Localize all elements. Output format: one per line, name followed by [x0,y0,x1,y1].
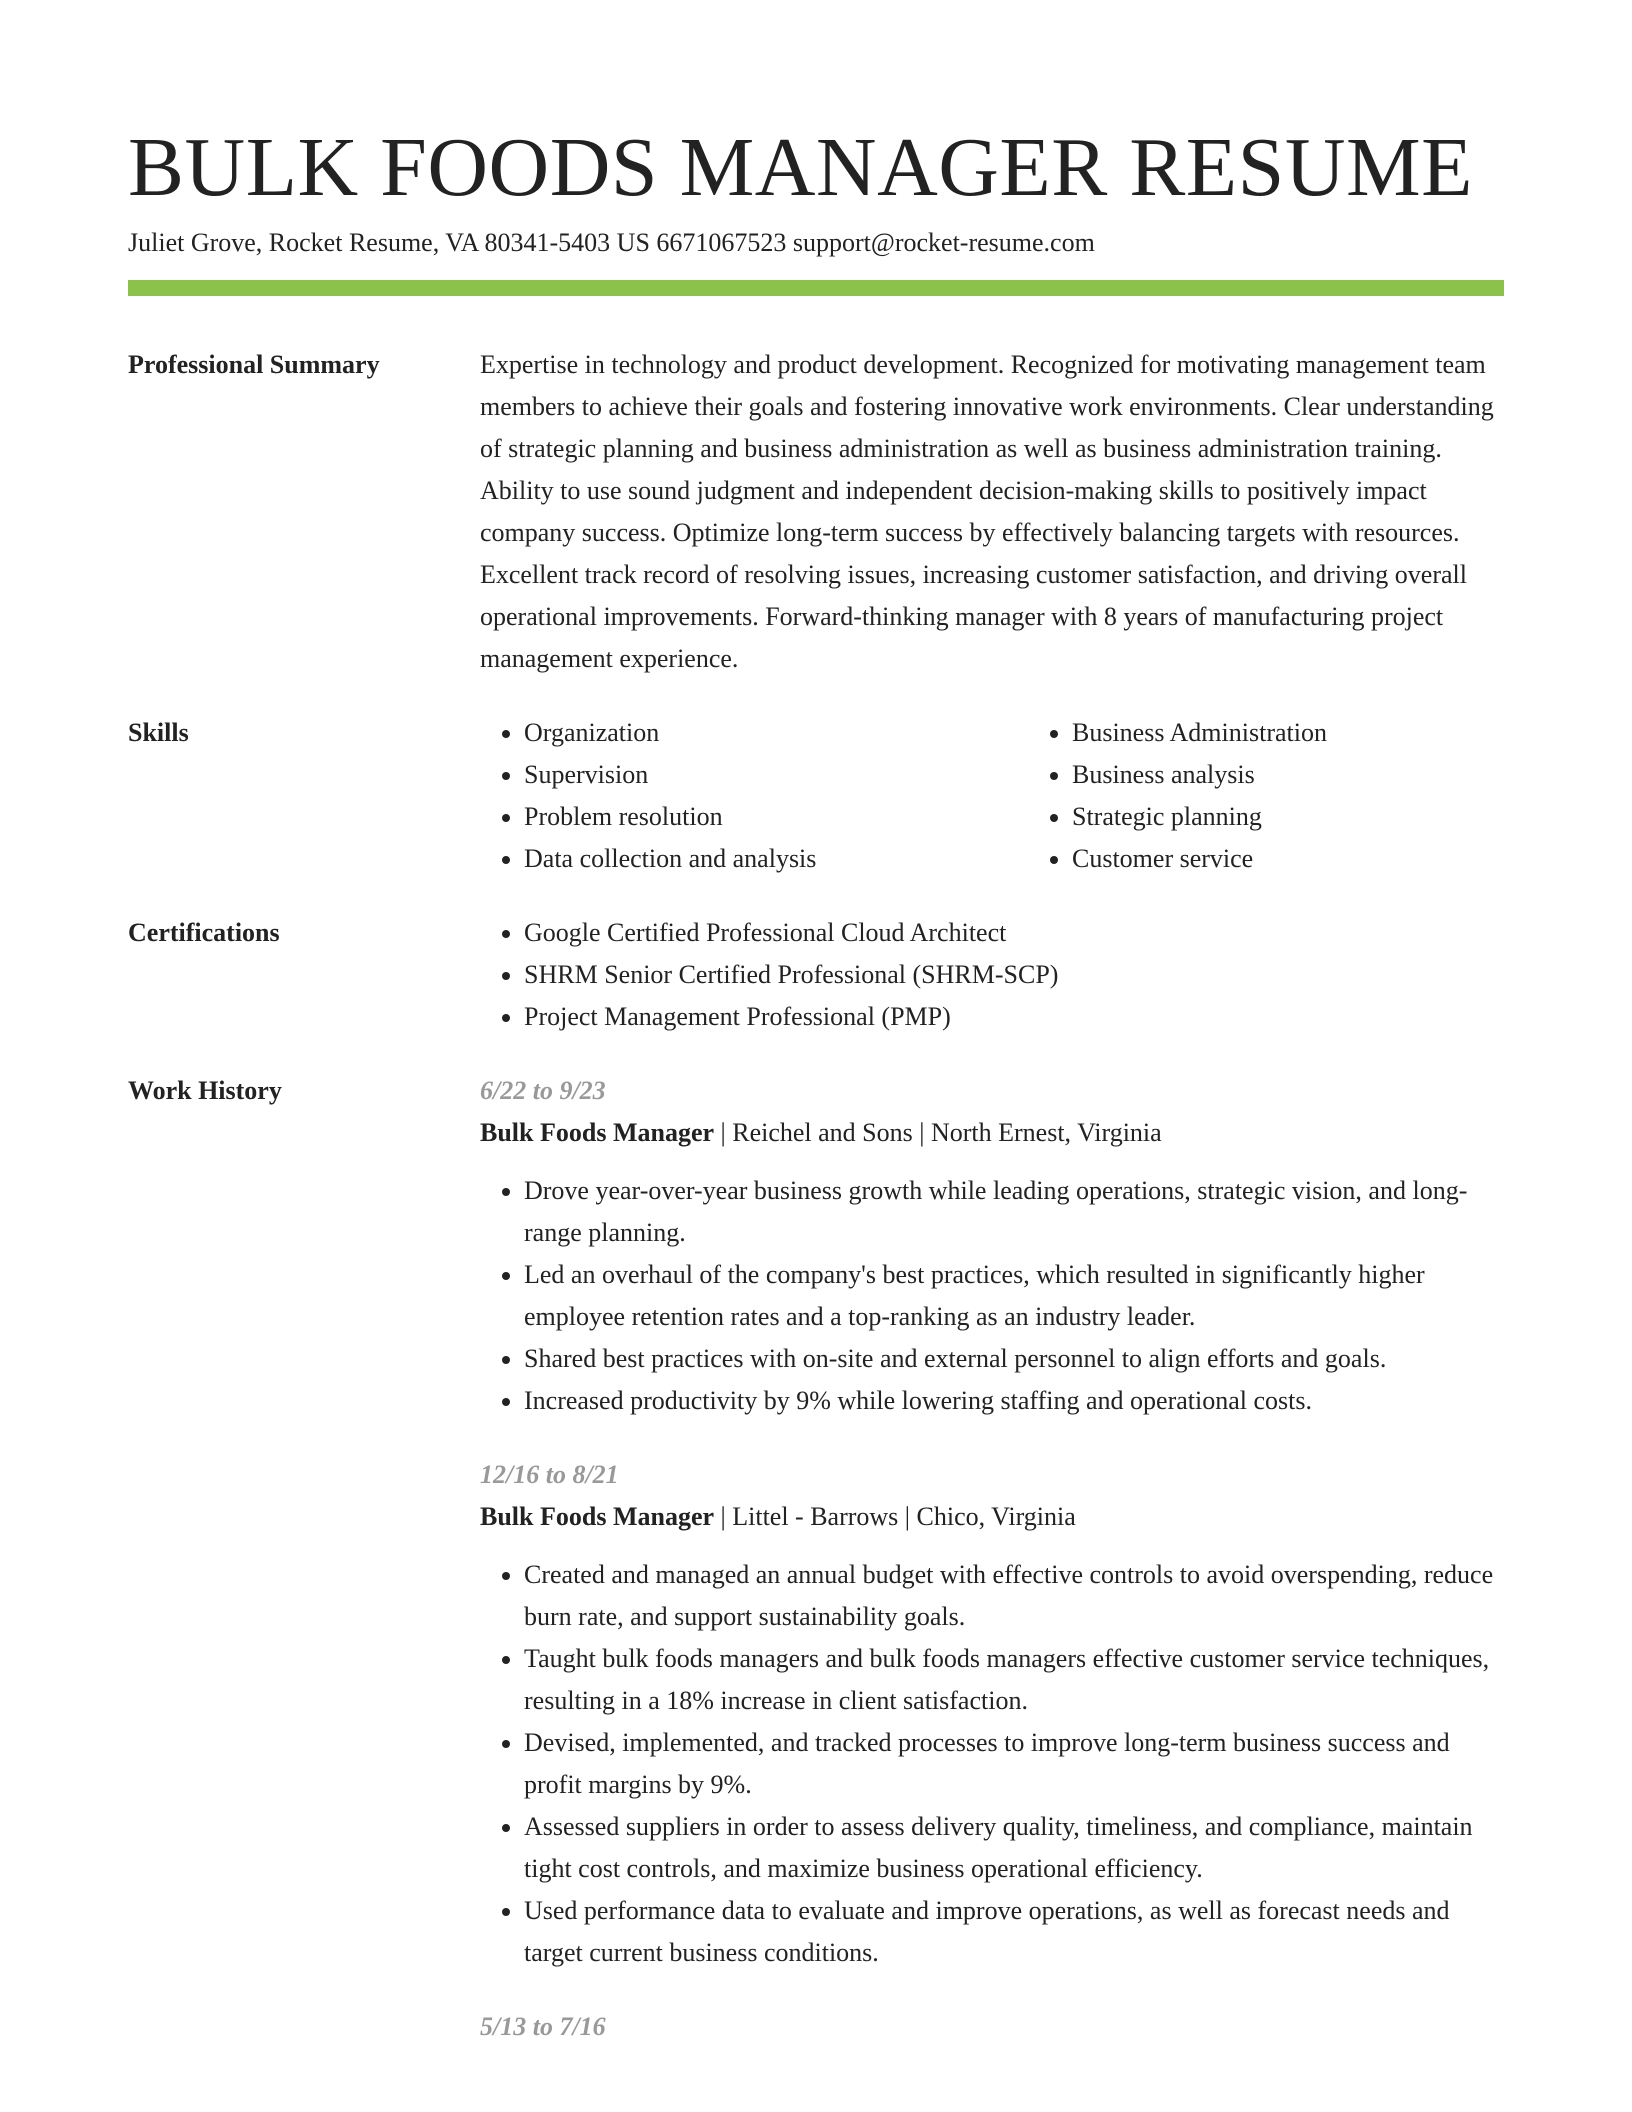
certification-item: • SHRM Senior Certified Professional (SHRM-SCP) [524,954,1504,996]
job-heading [480,1496,1504,1538]
skills-section [128,712,1504,880]
job-entry [480,2006,1504,2048]
work-history-label: Work History [128,1076,282,1105]
work-history-body [480,1070,1504,2080]
certifications-section [128,912,1504,1038]
contact-line: Juliet Grove, Rocket Resume, VA 80341-5403 US 6671067523 support@rocket-resume.com [128,228,1095,257]
certifications-body [480,912,1504,1038]
job-bullet: • Drove year-over-year business growth while leading operations, strategic vision, and long-range planning. [524,1170,1504,1254]
job-heading [480,1112,1504,1154]
skills-list-right [1028,712,1576,880]
skill-item: • Organization [524,712,1028,754]
certifications-label: Certifications [128,918,280,947]
job-bullet: • Increased productivity by 9% while lowering staffing and operational costs. [524,1380,1504,1422]
skill-item: • Business Administration [1072,712,1576,754]
job-dates: 5/13 to 7/16 [480,2012,606,2041]
skill-item: • Data collection and analysis [524,838,1028,880]
job-bullets [480,1170,1504,1422]
job-entry [480,1454,1504,1974]
page-title: BULK FOODS MANAGER RESUME [128,121,1473,214]
job-bullet: • Led an overhaul of the company's best practices, which resulted in significantly higher employee retention rates and a top-ranking as an industry leader. [524,1254,1504,1338]
job-bullet: • Created and managed an annual budget with effective controls to avoid overspending, reduce burn rate, and support sustainability goals. [524,1554,1504,1638]
job-bullets [480,1554,1504,1974]
skill-item: • Strategic planning [1072,796,1576,838]
job-bullet: • Taught bulk foods managers and bulk foods managers effective customer service techniques, resulting in a 18% increase in client satisfaction. [524,1638,1504,1722]
skills-body [480,712,1576,880]
skill-item: • Problem resolution [524,796,1028,838]
skills-list-left [480,712,1028,880]
job-bullet: • Assessed suppliers in order to assess delivery quality, timeliness, and compliance, maintain tight cost controls, and maximize business operational efficiency. [524,1806,1504,1890]
summary-text: Expertise in technology and product development. Recognized for motivating management team members to achieve their goals and fostering innovative work environments. Clear understanding of strategic planning and business administration as well as business administration training. Ability to use sound judgment and independent decision-making skills to positively impact company success. Optimize long-term success by effectively balancing targets with resources. Excellent track record of resolving issues, increasing customer satisfaction, and driving overall operational improvements. Forward-thinking manager with 8 years of manufacturing project management experience. [480,350,1494,673]
job-dates: 12/16 to 8/21 [480,1460,619,1489]
job-entry [480,1070,1504,1422]
skill-item: • Customer service [1072,838,1576,880]
skill-item: • Supervision [524,754,1028,796]
job-title: Bulk Foods Manager [480,1502,715,1531]
certifications-list [480,912,1504,1038]
certification-item: • Google Certified Professional Cloud Architect [524,912,1504,954]
summary-label: Professional Summary [128,350,380,379]
job-bullet: • Used performance data to evaluate and improve operations, as well as forecast needs and target current business conditions. [524,1890,1504,1974]
job-details: | Littel - Barrows | Chico, Virginia [714,1502,1076,1531]
job-title: Bulk Foods Manager [480,1118,715,1147]
header-divider [128,280,1504,296]
job-bullet: • Devised, implemented, and tracked processes to improve long-term business success and profit margins by 9%. [524,1722,1504,1806]
skills-label: Skills [128,718,189,747]
skills-grid [480,712,1576,880]
job-bullet: • Shared best practices with on-site and external personnel to align efforts and goals. [524,1338,1504,1380]
summary-section [128,344,1504,680]
certification-item: • Project Management Professional (PMP) [524,996,1504,1038]
skill-item: • Business analysis [1072,754,1576,796]
job-details: | Reichel and Sons | North Ernest, Virginia [714,1118,1162,1147]
job-dates: 6/22 to 9/23 [480,1076,606,1105]
work-history-section [128,1070,1504,2080]
